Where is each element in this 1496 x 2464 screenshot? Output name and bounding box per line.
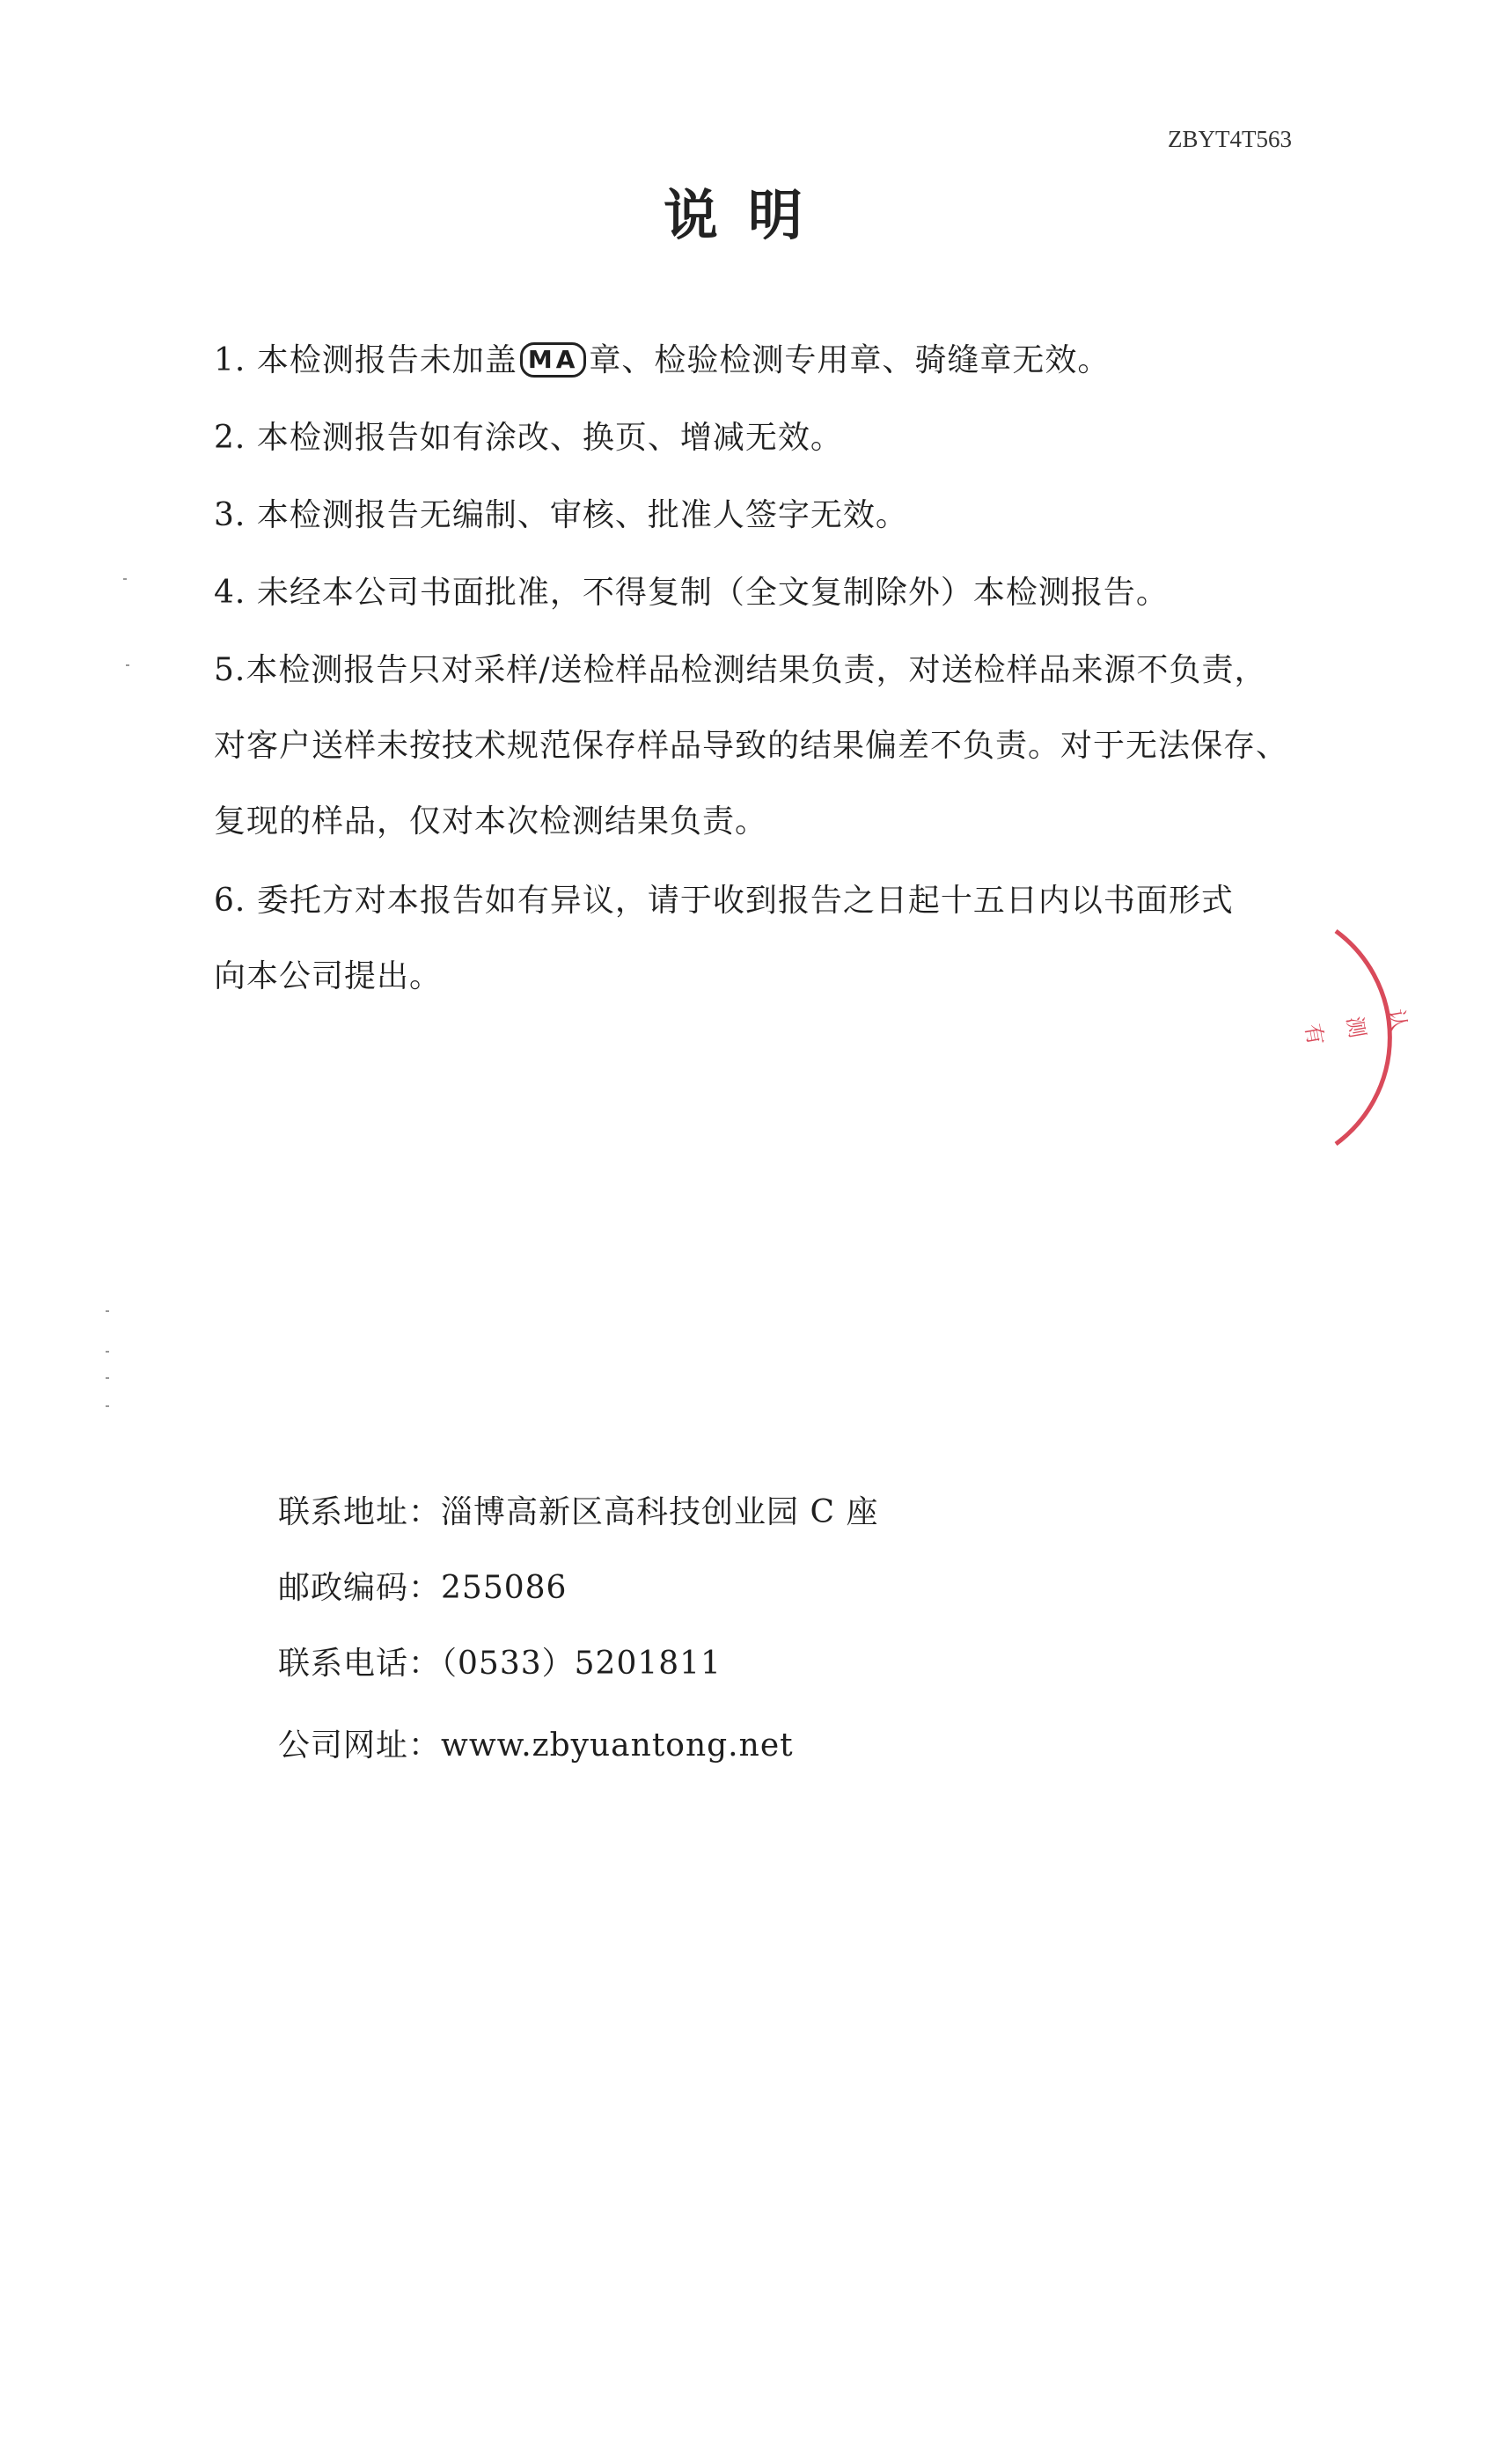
item-text: 未经本公司书面批准，不得复制（全文复制除外）本检测报告。	[256, 575, 1169, 611]
scan-speck	[106, 1351, 109, 1353]
contact-label: 邮政编码：	[278, 1570, 442, 1606]
cma-mark-icon: MA	[520, 342, 587, 378]
item-text-before: 本检测报告未加盖	[256, 342, 517, 378]
contact-label: 公司网址：	[278, 1727, 442, 1764]
item-line: 复现的样品，仅对本次检测结果负责。	[214, 803, 768, 840]
scan-speck	[126, 664, 129, 666]
list-item-3	[214, 478, 1340, 554]
item-line	[214, 863, 1340, 939]
seal-text: 认测有	[1300, 1007, 1412, 1047]
contact-website	[278, 1720, 794, 1765]
item-text-after: 章、检验检测专用章、骑缝章无效。	[589, 342, 1111, 378]
item-text: 本检测报告如有涂改、换页、增减无效。	[256, 420, 843, 456]
list-item-6	[214, 863, 1340, 1015]
scan-speck	[106, 1310, 109, 1312]
scan-speck	[106, 1377, 109, 1379]
list-item-5	[214, 633, 1340, 860]
list-item-4	[214, 555, 1340, 631]
item-number: 4.	[214, 575, 246, 611]
contact-postcode	[278, 1563, 567, 1608]
item-number: 1.	[214, 342, 246, 378]
contact-phone	[278, 1639, 722, 1683]
item-number: 2.	[214, 420, 246, 456]
item-text: 本检测报告只对采样/送检样品检测结果负责，对送检样品来源不负责，	[246, 652, 1267, 688]
contact-value: 淄博高新区高科技创业园 C 座	[441, 1494, 879, 1530]
contact-address	[278, 1487, 878, 1532]
list-item-1	[214, 323, 1340, 399]
contact-value: （0533）5201811	[441, 1646, 722, 1682]
scan-speck	[123, 578, 127, 580]
item-text: 委托方对本报告如有异议，请于收到报告之日起十五日内以书面形式	[256, 883, 1234, 919]
item-line: 对客户送样未按技术规范保存样品导致的结果偏差不负责。对于无法保存、	[214, 728, 1289, 764]
doc-code: ZBYT4T563	[1168, 126, 1292, 152]
contact-value: 255086	[441, 1570, 568, 1606]
item-line: 向本公司提出。	[214, 958, 443, 994]
item-number: 5.	[214, 652, 246, 688]
page-title: 说明	[663, 183, 832, 247]
contact-value: www.zbyuantong.net	[441, 1727, 794, 1764]
contact-label: 联系地址：	[278, 1494, 442, 1530]
item-text: 本检测报告无编制、审核、批准人签字无效。	[256, 497, 908, 533]
item-number: 3.	[214, 497, 246, 533]
contact-label: 联系电话：	[278, 1646, 442, 1682]
list-item-2	[214, 400, 1340, 476]
item-line	[214, 633, 1340, 708]
scan-speck	[106, 1405, 109, 1407]
company-seal	[1300, 913, 1433, 1160]
item-number: 6.	[214, 883, 246, 919]
